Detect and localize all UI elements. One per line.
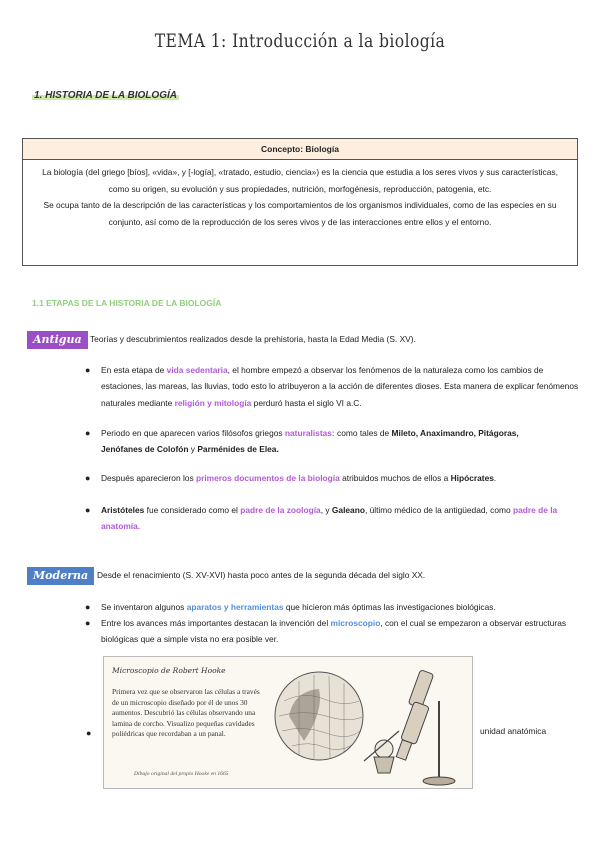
highlight: religión y mitología (174, 397, 252, 408)
antigua-intro: Teorías y descubrimientos realizados desde la prehistoria, hasta la Edad Media (S. XV). (90, 334, 416, 344)
names: Parménides de Elea. (197, 444, 279, 455)
names: Galeano (331, 505, 365, 515)
list-item (85, 599, 579, 615)
concept-paragraph-1: La biología (del griego [bíos], «vida», y [-logía], «tratado, estudio, ciencia») es la ciencia que estudia a los seres vivos y sus características, como su origen, su evolución y sus propiedades, nutrición, morfogénesis, reproducción, patogenia, etc. (42, 167, 558, 194)
text: atribuidos muchos de ellos a (339, 473, 451, 483)
text: Después aparecieron los (101, 473, 196, 483)
text: , con el cual se empezaron a observar estructuras biológicas que a simple vista no era posible ver. (101, 618, 567, 645)
bullet-icon: ● (85, 505, 91, 515)
names: Aristóteles (101, 505, 145, 515)
text: fue considerado como el (144, 505, 241, 515)
hooke-figure (103, 656, 473, 789)
text: . (493, 473, 497, 483)
page-title: TEMA 1: Introducción a la biología (154, 30, 446, 52)
figure-caption: Dibujo original del propio Hooke en 1665 (134, 771, 229, 777)
figure-side-text: unidad anatómica (480, 726, 547, 736)
text: Periodo en que aparecen varios filósofos griegos (101, 428, 285, 438)
bullet-icon: ● (85, 473, 91, 483)
text: , último médico de la antigüedad, como (364, 505, 513, 515)
highlight: aparatos y herramientas (186, 602, 284, 612)
bullet-icon: ● (85, 428, 91, 438)
highlight: padre de la zoología (240, 505, 321, 515)
list-item (85, 615, 571, 648)
concept-header: Concepto: Biología (23, 139, 577, 160)
list-item (85, 502, 571, 535)
names: Mileto, Anaximandro, Pitágoras, Jenófanes de Colofón (101, 428, 519, 455)
antigua-badge: Antigua (27, 331, 88, 349)
text: como tales de (334, 428, 392, 438)
text: perduró hasta el siglo VI a.C. (251, 397, 362, 408)
highlight: naturalistas: (284, 428, 335, 438)
list-item (85, 470, 579, 486)
concept-box (22, 138, 578, 266)
moderna-intro: Desde el renacimiento (S. XV-XVI) hasta poco antes de la segunda década del siglo XX. (97, 570, 426, 580)
list-item (85, 425, 561, 458)
bullet-icon: ● (85, 618, 91, 628)
text: Se inventaron algunos (101, 602, 187, 612)
highlight: vida sedentaria (166, 365, 228, 375)
bullet-icon: ● (86, 728, 92, 738)
text: y (188, 444, 198, 455)
bullet-icon: ● (85, 602, 91, 612)
moderna-badge: Moderna (27, 567, 94, 585)
microscope-illustration (264, 661, 469, 786)
text: , el hombre empezó a observar los fenómenos de la naturaleza como los cambios de estaciones, las mareas, las lluvias, todo esto lo atribuyeron a la acción de diferentes dioses. Esta manera de explicar fenómenos naturales mediante (101, 365, 579, 408)
text: que hicieron más óptimas las investigaciones biológicas. (283, 602, 496, 612)
highlight: padre de la anatomía. (101, 505, 558, 532)
text: En esta etapa de (101, 365, 167, 375)
figure-text: Primera vez que se observaron las células a través de un microscopio diseñado por él de unos 30 aumentos. Descubrió las células observando una lamina de corcho. Visualizo pequeñas cavidades poliédricas que recordaban a un panal. (112, 687, 260, 739)
highlight: microscopio (330, 618, 381, 628)
bullet-icon: ● (85, 365, 91, 375)
concept-paragraph-2: Se ocupa tanto de la descripción de las características y los comportamientos de los organismos individuales, como de las especies en su conjunto, así como de la reproducción de los seres vivos y de las interacciones entre ellos y el entorno. (43, 200, 557, 227)
highlight: primeros documentos de la biología (195, 473, 340, 483)
section-heading: 1. HISTORIA DE LA BIOLOGÍA (34, 90, 177, 101)
concept-body (23, 160, 577, 230)
text: Entre los avances más importantes destacan la invención del (101, 618, 331, 628)
figure-title: Microscopio de Robert Hooke (112, 666, 226, 675)
text: , y (320, 505, 332, 515)
subsection-heading: 1.1 ETAPAS DE LA HISTORIA DE LA BIOLOGÍA (32, 298, 222, 308)
names: Hipócrates (450, 473, 494, 483)
list-item (85, 362, 579, 411)
